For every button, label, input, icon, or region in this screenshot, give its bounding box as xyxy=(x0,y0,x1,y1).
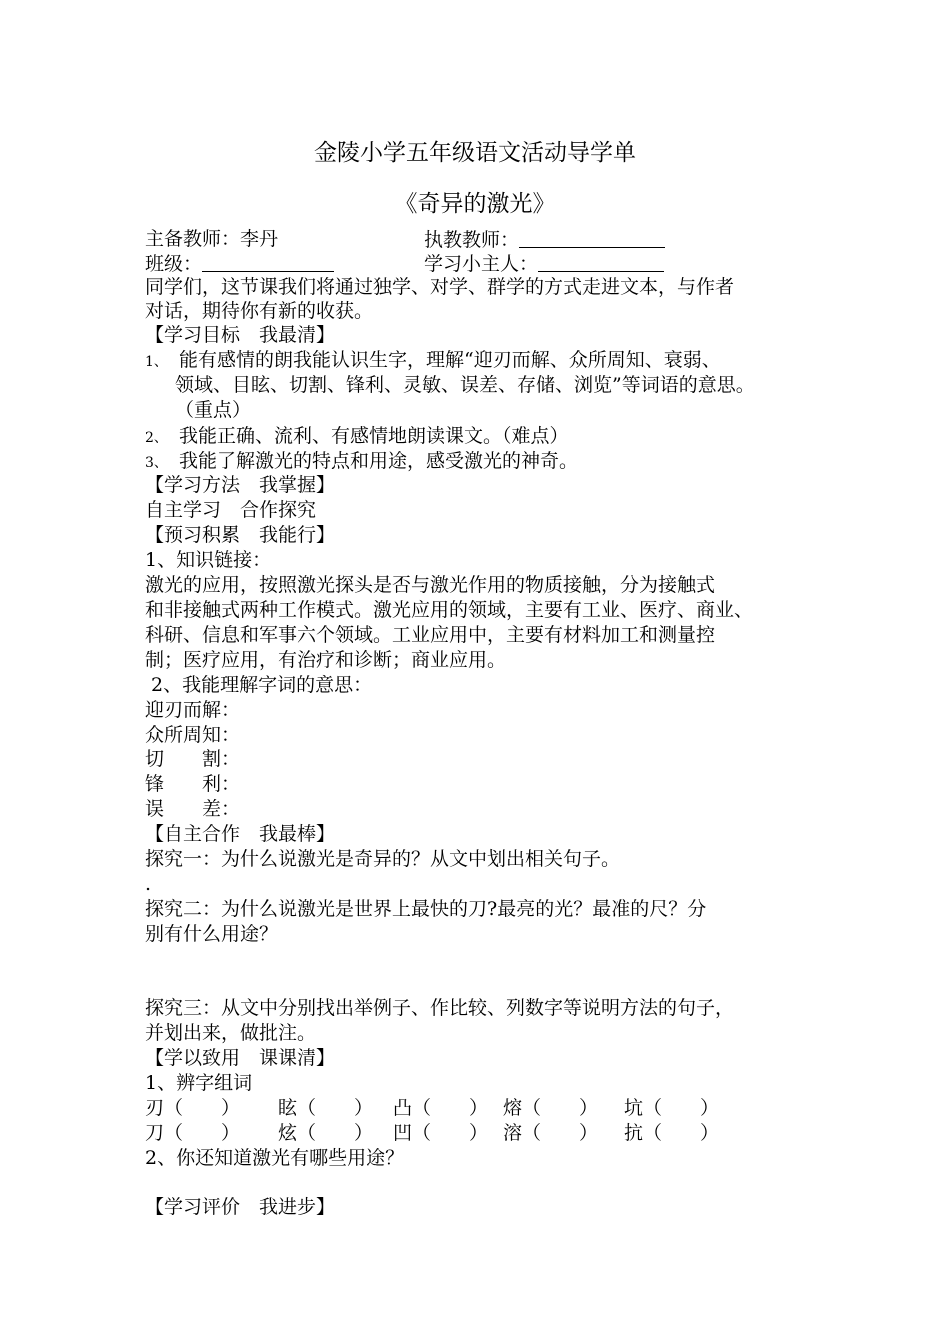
goal-num-2: 2、 xyxy=(145,430,168,446)
class-label: 班级： xyxy=(145,253,203,275)
explore-1: 探究一：为什么说激光是奇异的？从文中划出相关句子。 xyxy=(145,848,621,870)
method-heading: 【学习方法 我掌握】 xyxy=(145,474,336,496)
knowledge-link-line-2: 和非接触式两种工作模式。激光应用的领域，主要有工业、医疗、商业、 xyxy=(145,599,754,621)
word-group-cell: 凸（ ） xyxy=(393,1097,489,1119)
knowledge-link-line-4: 制；医疗应用，有治疗和诊断；商业应用。 xyxy=(145,649,507,671)
teaching-teacher-label: 执教教师： xyxy=(424,229,520,251)
goal-item-1 xyxy=(145,348,721,374)
eval-heading: 【学习评价 我进步】 xyxy=(145,1196,336,1218)
knowledge-link-line-1: 激光的应用，按照激光探头是否与激光作用的物质接触，分为接触式 xyxy=(145,574,716,596)
apply-heading: 【学以致用 课课清】 xyxy=(145,1047,336,1069)
lead-teacher: 主备教师：李丹 xyxy=(145,228,279,250)
apply-task-2: 2、你还知道激光有哪些用途？ xyxy=(145,1147,405,1169)
preview-heading: 【预习积累 我能行】 xyxy=(145,524,336,546)
goal-item-2 xyxy=(145,424,569,450)
goal-3-line-1: 我能了解激光的特点和用途，感受激光的神奇。 xyxy=(179,450,579,472)
word-item-3: 切 割： xyxy=(145,748,241,770)
explore-dot: . xyxy=(145,873,152,895)
word-group-cell: 刀（ ） xyxy=(145,1122,241,1144)
teaching-teacher-blank xyxy=(519,227,665,248)
intro-line-2: 对话，期待你有新的收获。 xyxy=(145,300,374,322)
goal-num-3: 3、 xyxy=(145,455,168,471)
intro-line-1: 同学们，这节课我们将通过独学、对学、群学的方式走进文本，与作者 xyxy=(145,276,735,298)
class-field xyxy=(145,251,334,276)
explore-2-line-2: 别有什么用途？ xyxy=(145,923,279,945)
method-text: 自主学习 合作探究 xyxy=(145,499,317,521)
page-title: 金陵小学五年级语文活动导学单 xyxy=(314,140,636,166)
class-blank xyxy=(202,251,334,272)
coop-heading: 【自主合作 我最棒】 xyxy=(145,823,336,845)
study-host-field xyxy=(424,251,664,276)
lesson-title: 《奇异的激光》 xyxy=(394,191,556,217)
word-item-4: 锋 利： xyxy=(145,773,241,795)
teaching-teacher xyxy=(424,227,665,252)
goal-item-3 xyxy=(145,449,578,475)
goals-heading: 【学习目标 我最清】 xyxy=(145,324,336,346)
goal-num-1: 1、 xyxy=(145,354,168,370)
explore-3-line-2: 并划出来，做批注。 xyxy=(145,1022,317,1044)
word-group-cell: 炫（ ） xyxy=(278,1122,374,1144)
word-group-cell: 眩（ ） xyxy=(278,1097,374,1119)
knowledge-link-title: 1、知识链接： xyxy=(145,549,272,571)
goal-2-line-1: 我能正确、流利、有感情地朗读课文。（难点） xyxy=(179,425,569,447)
word-item-1: 迎刃而解： xyxy=(145,699,241,721)
word-group-cell: 凹（ ） xyxy=(393,1122,489,1144)
word-group-cell: 刃（ ） xyxy=(145,1097,241,1119)
words-title: 2、我能理解字词的意思： xyxy=(145,674,373,696)
study-host-label: 学习小主人： xyxy=(424,253,539,275)
goal-1-line-3: （重点） xyxy=(175,399,252,421)
knowledge-link-line-3: 科研、信息和军事六个领域。工业应用中，主要有材料加工和测量控 xyxy=(145,624,716,646)
word-item-5: 误 差： xyxy=(145,798,241,820)
apply-task-1: 1、辨字组词 xyxy=(145,1072,253,1094)
word-group-cell: 坑（ ） xyxy=(624,1097,720,1119)
study-host-blank xyxy=(538,251,664,272)
goal-1-line-2: 领域、目眩、切割、锋利、灵敏、误差、存储、浏览”等词语的意思。 xyxy=(175,374,755,396)
word-item-2: 众所周知： xyxy=(145,724,241,746)
explore-2-line-1: 探究二：为什么说激光是世界上最快的刀?最亮的光？最准的尺？分 xyxy=(145,898,707,920)
word-group-cell: 熔（ ） xyxy=(503,1097,599,1119)
explore-3-line-1: 探究三：从文中分别找出举例子、作比较、列数字等说明方法的句子， xyxy=(145,997,735,1019)
word-group-cell: 抗（ ） xyxy=(624,1122,720,1144)
word-group-cell: 溶（ ） xyxy=(503,1122,599,1144)
goal-1-line-1: 能有感情的朗我能认识生字，理解“迎刃而解、众所周知、衰弱、 xyxy=(179,349,721,371)
